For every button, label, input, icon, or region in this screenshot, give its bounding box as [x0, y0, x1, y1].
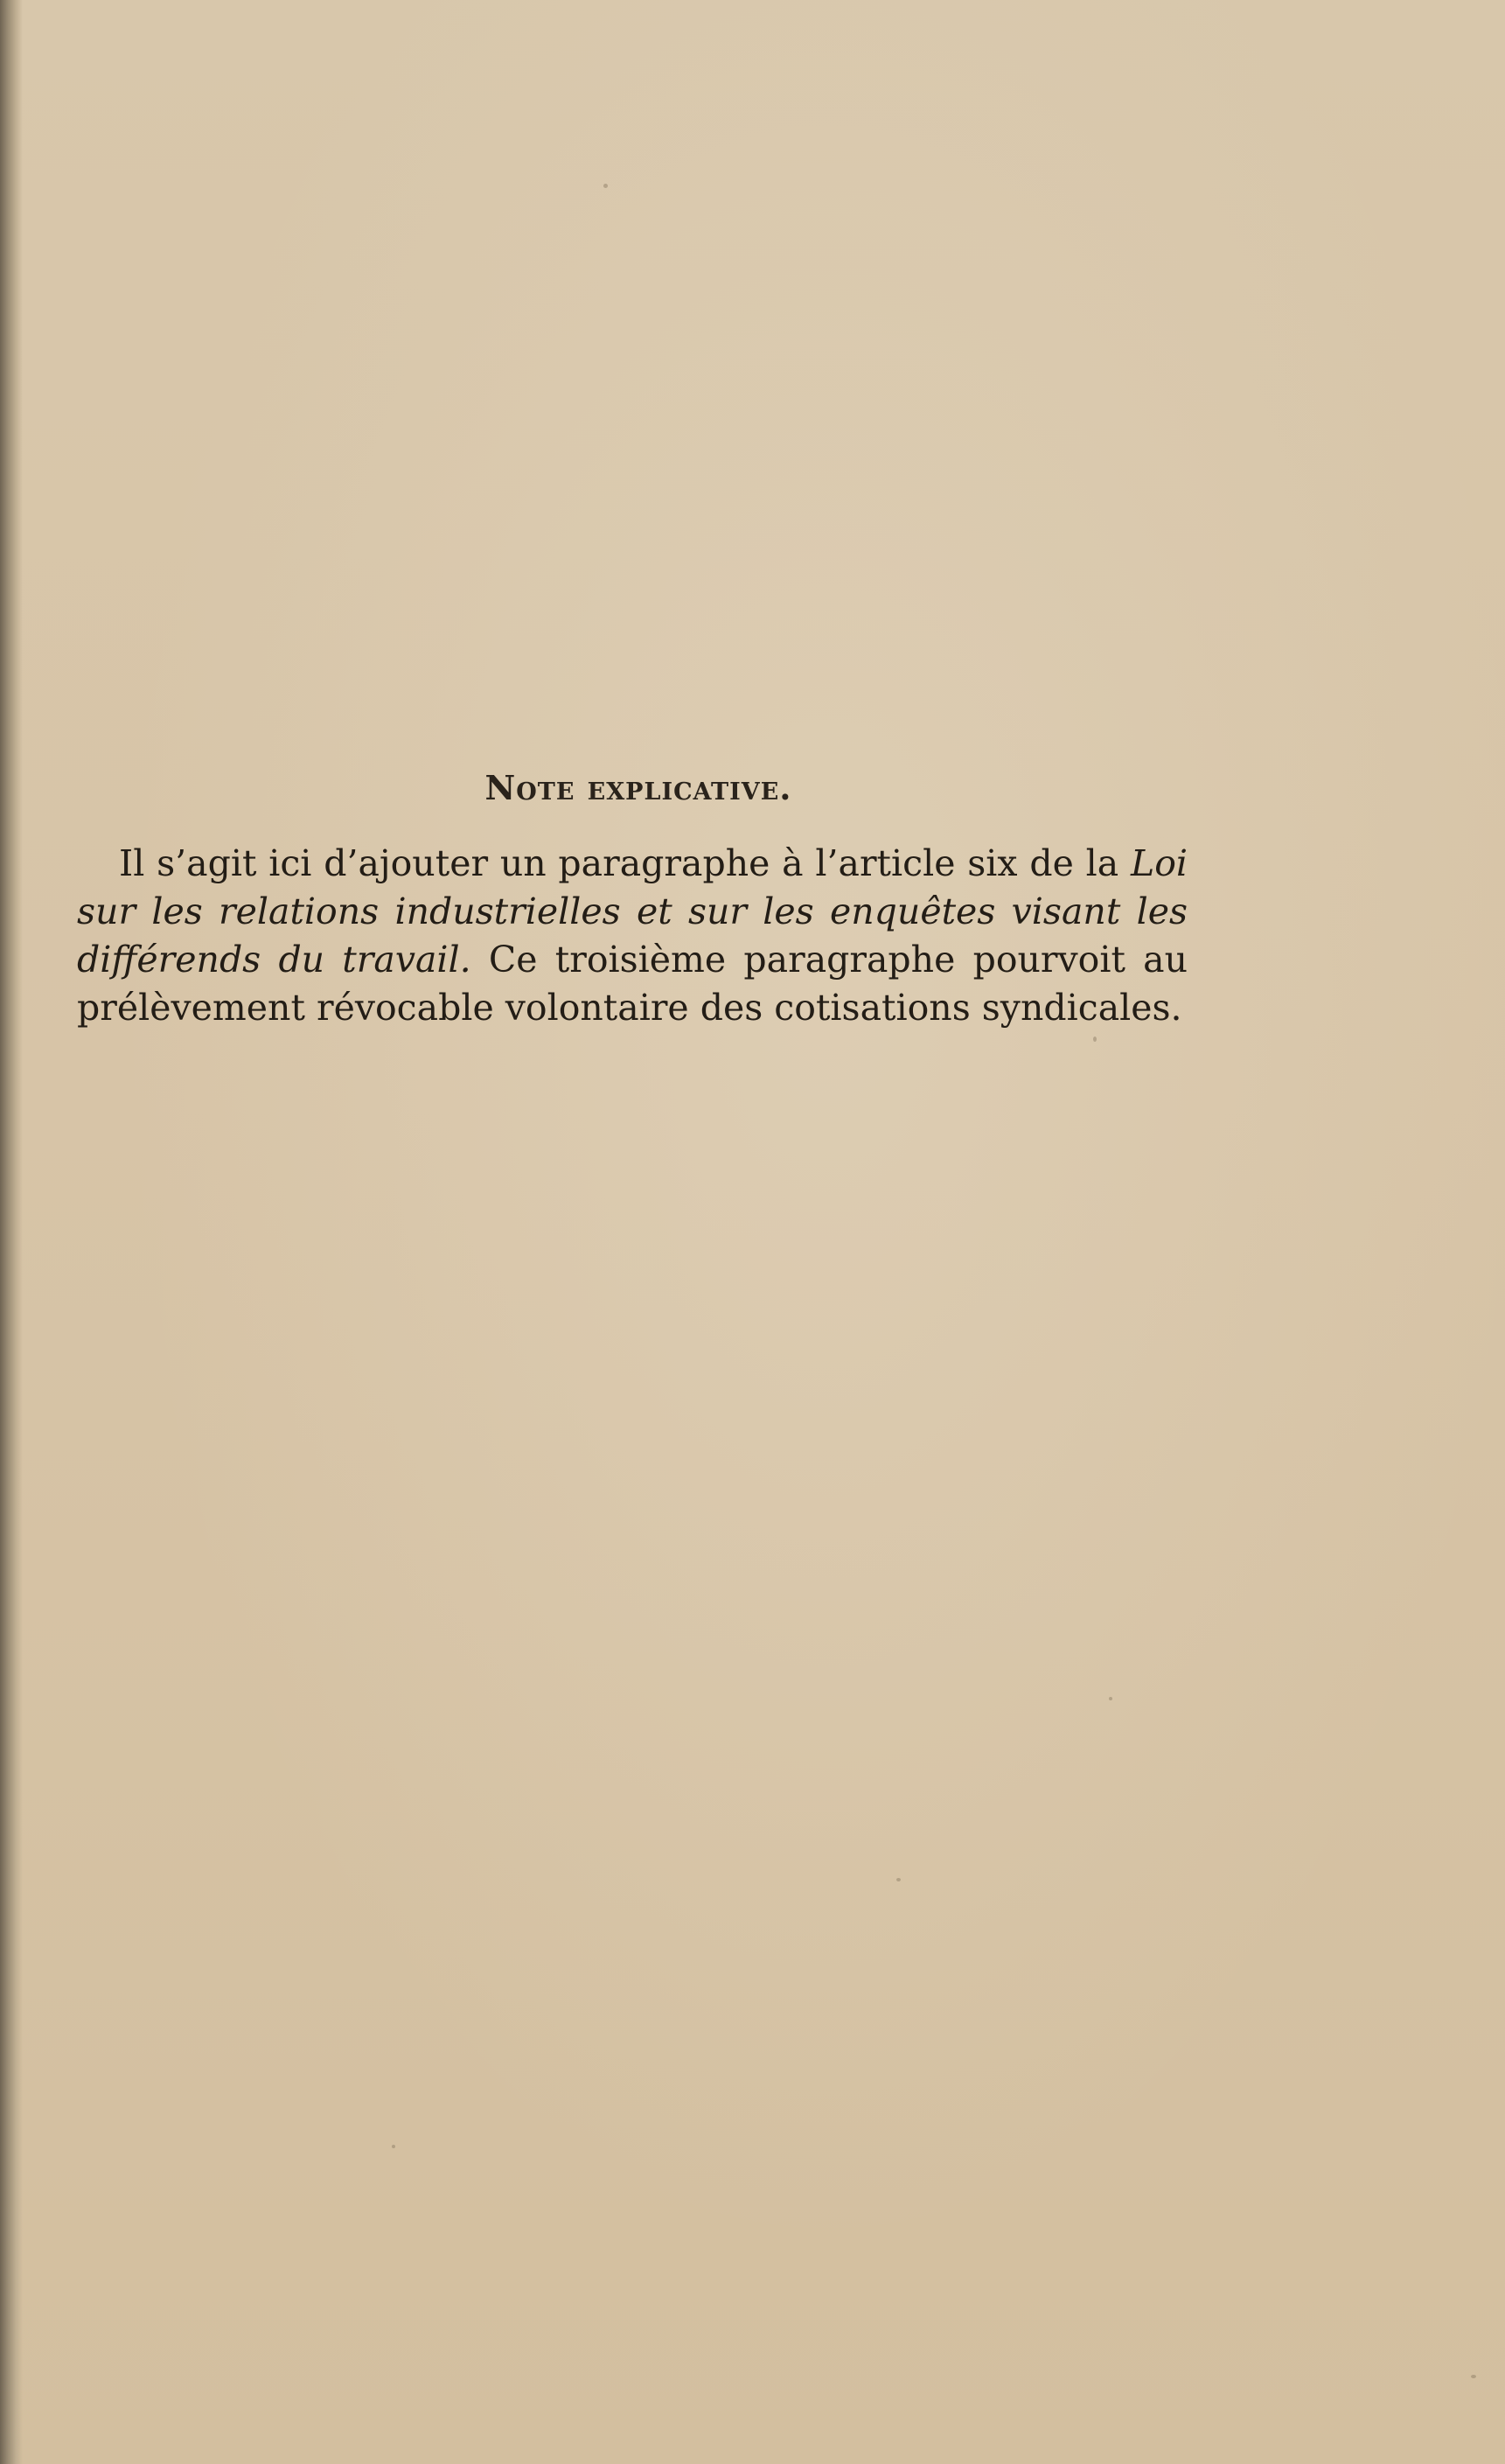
note-body-rest: Ce troisième paragraphe pourvoit au prélèvement révocable volontaire des cotisations syndicales.	[77, 939, 1188, 1029]
note-title-text: Note explicative.	[484, 768, 792, 807]
note-body	[77, 840, 1188, 1032]
note-body-intro: Il s’agit ici d’ajouter un paragraphe à l’article six de la	[119, 842, 1131, 884]
page-binding-edge	[0, 0, 23, 2464]
paper-speck	[1093, 1037, 1097, 1042]
paper-speck	[896, 1878, 901, 1881]
note-title	[0, 768, 1277, 807]
paper-speck	[392, 2145, 395, 2148]
paper-speck	[1109, 1697, 1112, 1700]
paper-speck	[1471, 2375, 1476, 2378]
note-law-title: Loi sur les relations industrielles et sur les enquêtes visant les différends du travail.	[77, 842, 1188, 981]
paper-speck	[603, 184, 608, 188]
